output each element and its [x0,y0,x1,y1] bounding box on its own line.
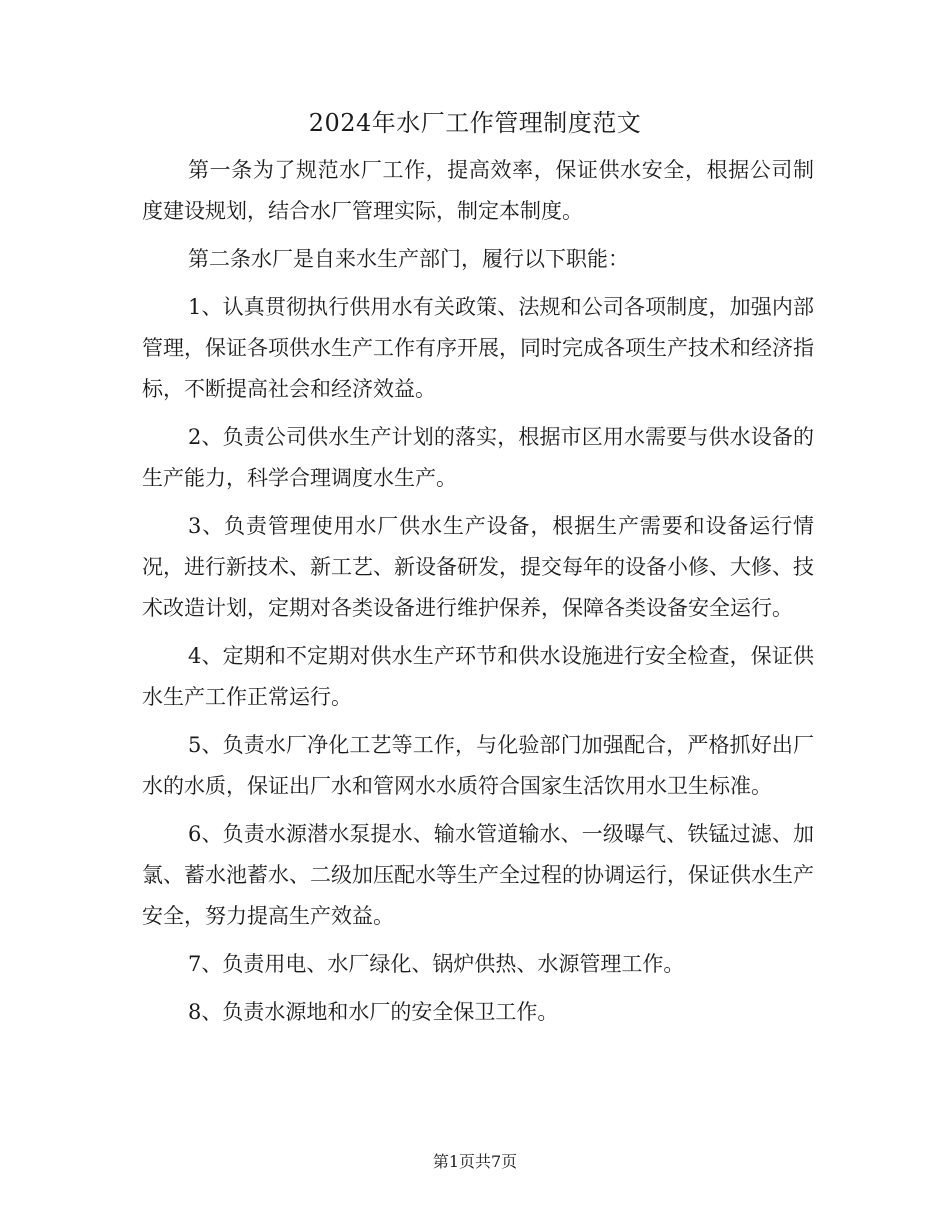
paragraph-article-1: 第一条为了规范水厂工作，提高效率，保证供水安全，根据公司制度建设规划，结合水厂管理实际，制定本制度。 [142,158,814,223]
document-title: 2024年水厂工作管理制度范文 [308,109,642,137]
list-item-7: 7、负责用电、水厂绿化、锅炉供热、水源管理工作。 [188,952,685,976]
paragraph-article-2: 第二条水厂是自来水生产部门，履行以下职能： [188,247,629,271]
list-item-3: 3、负责管理使用水厂供水生产设备，根据生产需要和设备运行情况，进行新技术、新工艺、新设备研发，提交每年的设备小修、大修、技术改造计划，定期对各类设备进行维护保养，保障各类设备安全运行。 [142,514,814,620]
list-item-6: 6、负责水源潜水泵提水、输水管道输水、一级曝气、铁锰过滤、加氯、蓄水池蓄水、二级加压配水等生产全过程的协调运行，保证供水生产安全，努力提高生产效益。 [142,822,814,928]
list-item-8: 8、负责水源地和水厂的安全保卫工作。 [188,1000,559,1024]
page-number-footer: 第1页共7页 [432,1152,518,1171]
list-item-2: 2、负责公司供水生产计划的落实，根据市区用水需要与供水设备的生产能力，科学合理调度水生产。 [142,425,814,490]
list-item-4: 4、定期和不定期对供水生产环节和供水设施进行安全检查，保证供水生产工作正常运行。 [142,644,814,709]
list-item-1: 1、认真贯彻执行供用水有关政策、法规和公司各项制度，加强内部管理，保证各项供水生产工作有序开展，同时完成各项生产技术和经济指标，不断提高社会和经济效益。 [142,295,814,401]
document-body [142,150,814,1040]
list-item-5: 5、负责水厂净化工艺等工作，与化验部门加强配合，严格抓好出厂水的水质，保证出厂水和管网水水质符合国家生活饮用水卫生标准。 [142,733,814,798]
